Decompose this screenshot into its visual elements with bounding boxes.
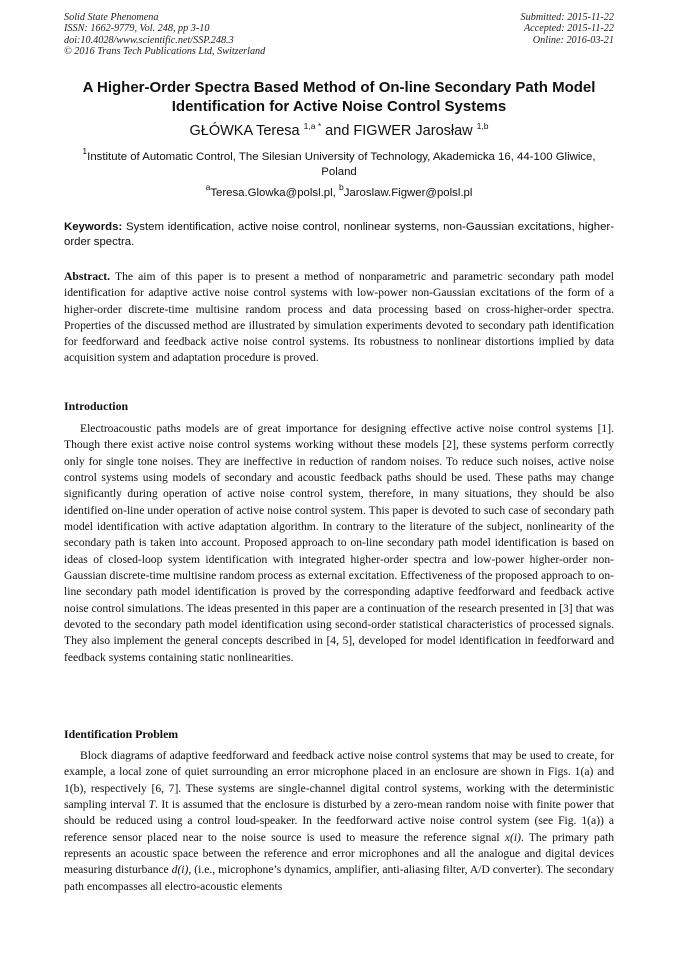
author-1-name: GŁÓWKA Teresa [189,123,304,139]
accepted-date: Accepted: 2015-11-22 [523,23,614,35]
symbol-disturbance: d(i) [171,863,189,877]
doi-link[interactable]: doi:10.4028/www.scientific.net/SSP.248.3 [64,34,234,46]
ident-text-2: . It is assumed that the enclosure is disturbed by a zero-mean random noise with finite power that should be reduced using a control loud-speaker. In the feedforward active noise control system (see Fig. 1(a)) a reference sensor placed near to the noise source is used to measure the reference signal [64,798,614,844]
abstract-text: The aim of this paper is to present a method of nonparametric and parametric secondary path model identification for adaptive active noise control systems with low-power non-Gaussian excitations of the form of a higher-order discrete-time multisine random process and data processing based on cross-higher-order spectra. Properties of the discussed method are illustrated by simulation experiments devoted to secondary path identification for feedforward and feedback active noise control systems. Its robustness to nonlinear distortions implied by data acquisition system and adaptation procedure is proved. [64,270,614,365]
affiliation-sup: 1 [82,146,88,156]
keywords-text: System identification, active noise control, nonlinear systems, non-Gaussian excitations, higher-order spectra. [64,221,614,248]
author-2-name: FIGWER Jarosław [353,123,477,139]
keywords-label: Keywords: [64,221,123,233]
submitted-date: Submitted: 2015-11-22 [520,12,614,23]
abstract-label: Abstract. [64,270,111,283]
email-b[interactable]: Jaroslaw.Figwer@polsl.pl [343,187,473,199]
submission-dates [521,12,614,46]
affiliation [80,146,598,179]
ident-text-3: . The primary path represents an acoustic space between the reference and error microphones and all the analogue and digital devices measuring disturbance [64,830,614,877]
email-a[interactable]: Teresa.Glowka@polsl.pl, [210,187,339,199]
introduction-paragraph: Electroacoustic paths models are of great importance for designing effective active noise control systems [1]. Though there exist active noise control systems working without these models [2], these systems perform correctly only for single tone noises. They are ineffective in reduction of random noises. To reduce such noises, active noise control systems using models of secondary and acoustic feedback paths should be used. These paths may change significantly during operation of active noise control system, therefore, in many situations, they should be also identified on-line under operation of active noise control system. This paper is devoted to such case of secondary path model identification with active adaptation algorithm. In contrary to the literature of the subject, nonlinearity of the secondary path is taken into account. Proposed approach to on-line secondary path model identification is based on ideas of closed-loop system identification with integrated higher-order spectra and low-power higher-order non-Gaussian discrete-time multisine random process as external excitation. Effectiveness of the proposed approach to on-line secondary path model identification is proved by the corresponding adaptive feedforward and feedback active noise control simulations. The ideas presented in this paper are a continuation of the research presented in [3] that was devoted to the secondary path model identification using second-order statistical characteristics of processed signals. They also implement the general concepts described in [4, 5], developed for model identification in feedforward and feedback systems containing static nonlinearities. [64,422,614,664]
author-1-sup: 1,a * [303,121,322,131]
journal-name: Solid State Phenomena [64,12,159,23]
affiliation-text: Institute of Automatic Control, The Silesian University of Technology, Akademicka 16, 44-100 Gliwice, Poland [87,151,596,178]
symbol-sampling-interval: T [148,798,156,812]
journal-info [64,12,265,58]
issn-line: ISSN: 1662-9779, Vol. 248, pp 3-10 [64,23,210,35]
copyright-line: © 2016 Trans Tech Publications Ltd, Switzerland [64,46,266,58]
keywords [64,220,614,250]
email-a-sup: a [205,182,211,192]
ident-text-1: Block diagrams of adaptive feedforward and feedback active noise control systems that may be used to create, for example, a local zone of quiet surrounding an error microphone placed in an enclosure are shown in Figs. 1(a) and 1(b), respectively [6, 7]. These systems are single-channel digital control systems, working with the deterministic sampling interval [64,749,614,812]
author-2-sup: 1,b [476,121,489,131]
email-b-sup: b [339,182,344,192]
online-date: Online: 2016-03-21 [532,34,614,46]
author-line [0,122,678,140]
abstract [64,269,614,367]
symbol-reference-signal: x(i) [504,830,521,844]
ident-text-4: , (i.e., microphone’s dynamics, amplifier, anti-aliasing filter, A/D converter). The secondary path encompasses all electro-acoustic elements [64,863,614,893]
author-and: and [321,123,354,139]
introduction-heading: Introduction [64,399,129,413]
paper-title: A Higher-Order Spectra Based Method of On-line Secondary Path Model Identification for Active Noise Control Systems [82,79,596,115]
identification-paragraph [64,748,614,895]
author-emails [0,182,678,200]
identification-heading: Identification Problem [64,727,179,741]
